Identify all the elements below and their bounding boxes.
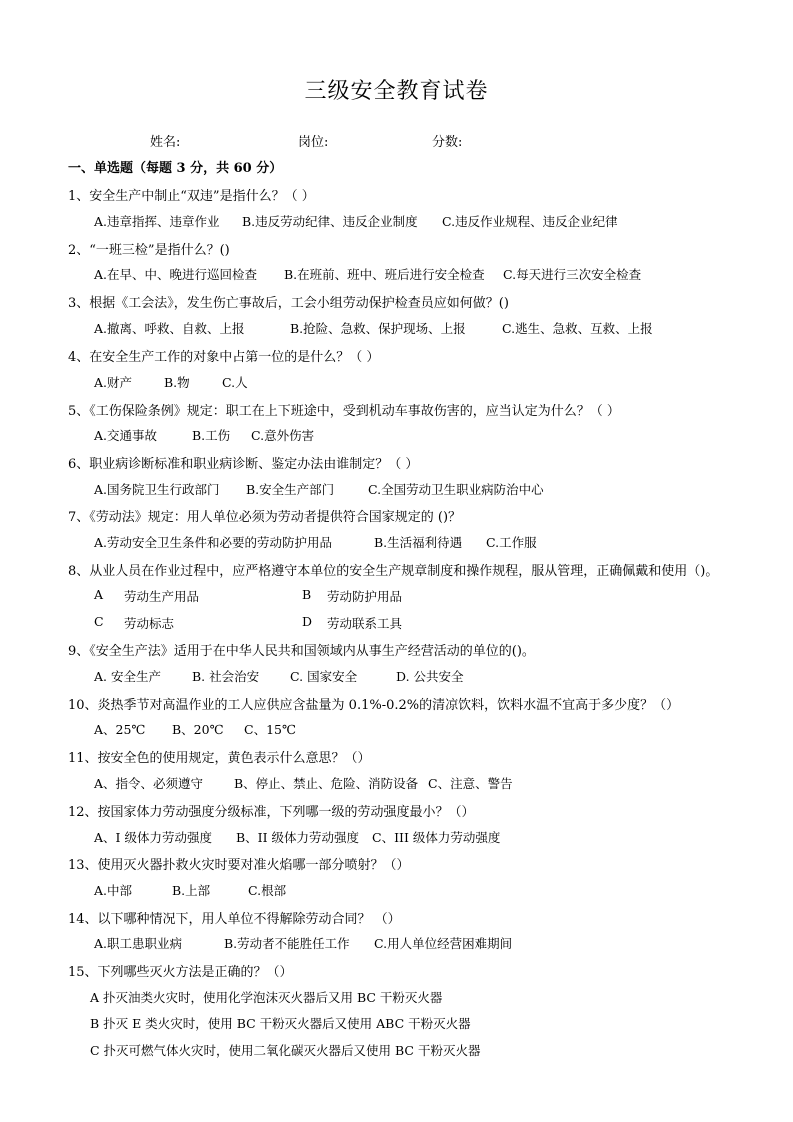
question-11: 11、按安全色的使用规定，黄色表示什么意思？（） [68, 751, 371, 766]
question-2: 2、“一班三检”是指什么？() [68, 243, 230, 258]
q8-option-b-letter: B [302, 587, 312, 602]
q5-option-c: C.意外伤害 [251, 428, 315, 443]
q12-option-b: B、II 级体力劳动强度 [236, 830, 360, 845]
q14-option-a: A.职工患职业病 [94, 936, 183, 951]
q10-option-c: C、15℃ [244, 722, 296, 737]
question-13: 13、使用灭火器扑救火灾时要对准火焰哪一部分喷射？（） [68, 858, 410, 873]
q4-option-b: B.物 [164, 375, 190, 390]
q14-option-c: C.用人单位经营困难期间 [374, 936, 513, 951]
question-15: 15、下列哪些灭火方法是正确的？（） [68, 965, 293, 980]
q1-option-a: A.违章指挥、违章作业 [94, 214, 220, 229]
q11-option-a: A、指令、必须遵守 [94, 776, 204, 791]
q15-option-a: A 扑灭油类火灾时，使用化学泡沫灭火器后又用 BC 干粉灭火器 [90, 990, 443, 1005]
section-title: 一、单选题（每题 3 分，共 60 分） [68, 161, 283, 176]
q13-option-b: B.上部 [172, 883, 211, 898]
q4-option-a: A.财产 [94, 375, 133, 390]
q2-option-b: B.在班前、班中、班后进行安全检查 [284, 267, 485, 282]
q7-option-b: B.生活福利待遇 [374, 535, 463, 550]
q8-option-a-text: 劳动生产用品 [124, 589, 200, 604]
q11-option-c: C、注意、警告 [428, 776, 513, 791]
question-4: 4、在安全生产工作的对象中占第一位的是什么？（ ） [68, 350, 380, 365]
question-9: 9、《安全生产法》适用于在中华人民共和国领域内从事生产经营活动的单位的()。 [68, 644, 535, 659]
q9-option-d: D. 公共安全 [396, 669, 464, 684]
q8-option-d-text: 劳动联系工具 [327, 616, 403, 631]
name-label: 姓名: [150, 135, 181, 150]
question-6: 6、职业病诊断标准和职业病诊断、鉴定办法由谁制定？（ ） [68, 457, 419, 472]
q15-option-b: B 扑灭 E 类火灾时，使用 BC 干粉灭火器后又使用 ABC 干粉灭火器 [90, 1016, 471, 1031]
q1-option-b: B.违反劳动纪律、违反企业制度 [242, 214, 418, 229]
question-8: 8、从业人员在作业过程中，应严格遵守本单位的安全生产规章制度和操作规程，服从管理，正确佩戴和使用（)。 [68, 564, 719, 579]
q9-option-a: A. 安全生产 [94, 669, 161, 684]
q6-option-c: C.全国劳动卫生职业病防治中心 [368, 482, 544, 497]
q4-option-c: C.人 [222, 375, 248, 390]
q9-option-c: C. 国家安全 [290, 669, 358, 684]
q7-option-a: A.劳动安全卫生条件和必要的劳动防护用品 [94, 535, 333, 550]
q2-option-c: C.每天进行三次安全检查 [503, 267, 642, 282]
q6-option-a: A.国务院卫生行政部门 [94, 482, 220, 497]
q1-option-c: C.违反作业规程、违反企业纪律 [442, 214, 618, 229]
question-7: 7、《劳动法》规定：用人单位必须为劳动者提供符合国家规定的 ()？ [68, 510, 462, 525]
q11-option-b: B、停止、禁止、危险、消防设备 [234, 776, 419, 791]
q14-option-b: B.劳动者不能胜任工作 [224, 936, 350, 951]
question-3: 3、根据《工会法》，发生伤亡事故后，工会小组劳动保护检查员应如何做？() [68, 296, 509, 311]
q3-option-c: C.逃生、急救、互救、上报 [502, 321, 653, 336]
q8-option-a-letter: A [94, 587, 104, 602]
q9-option-b: B. 社会治安 [192, 669, 260, 684]
q13-option-c: C.根部 [248, 883, 287, 898]
question-12: 12、按国家体力劳动强度分级标准，下列哪一级的劳动强度最小？（） [68, 805, 475, 820]
q3-option-b: B.抢险、急救、保护现场、上报 [290, 321, 466, 336]
q3-option-a: A.撤离、呼救、自救、上报 [94, 321, 245, 336]
question-14: 14、以下哪种情况下，用人单位不得解除劳动合同？ （） [68, 912, 401, 927]
q8-option-b-text: 劳动防护用品 [327, 589, 403, 604]
q12-option-a: A、I 级体力劳动强度 [94, 830, 212, 845]
q5-option-a: A.交通事故 [94, 428, 158, 443]
question-5: 5、《工伤保险条例》规定：职工在上下班途中，受到机动车事故伤害的，应当认定为什么？（ ） [68, 404, 620, 419]
q8-option-d-letter: D [302, 614, 313, 629]
q2-option-a: A.在早、中、晚进行巡回检查 [94, 267, 258, 282]
question-1: 1、安全生产中制止“双违”是指什么？（ ） [68, 189, 315, 204]
score-label: 分数: [432, 135, 463, 150]
position-label: 岗位: [298, 135, 329, 150]
page-title: 三级安全教育试卷 [304, 79, 489, 104]
q10-option-a: A、25℃ [94, 722, 146, 737]
q6-option-b: B.安全生产部门 [246, 482, 335, 497]
q8-option-c-text: 劳动标志 [124, 616, 175, 631]
q8-option-c-letter: C [94, 614, 104, 629]
q7-option-c: C.工作服 [486, 535, 537, 550]
question-10: 10、炎热季节对高温作业的工人应供应含盐量为 0.1%-0.2%的清凉饮料，饮料水温不宜高于多少度？（） [68, 698, 680, 713]
q12-option-c: C、III 级体力劳动强度 [372, 830, 501, 845]
q10-option-b: B、20℃ [172, 722, 224, 737]
q15-option-c: C 扑灭可燃气体火灾时，使用二氧化碳灭火器后又使用 BC 干粉灭火器 [90, 1043, 481, 1058]
q13-option-a: A.中部 [94, 883, 133, 898]
q5-option-b: B.工伤 [192, 428, 231, 443]
